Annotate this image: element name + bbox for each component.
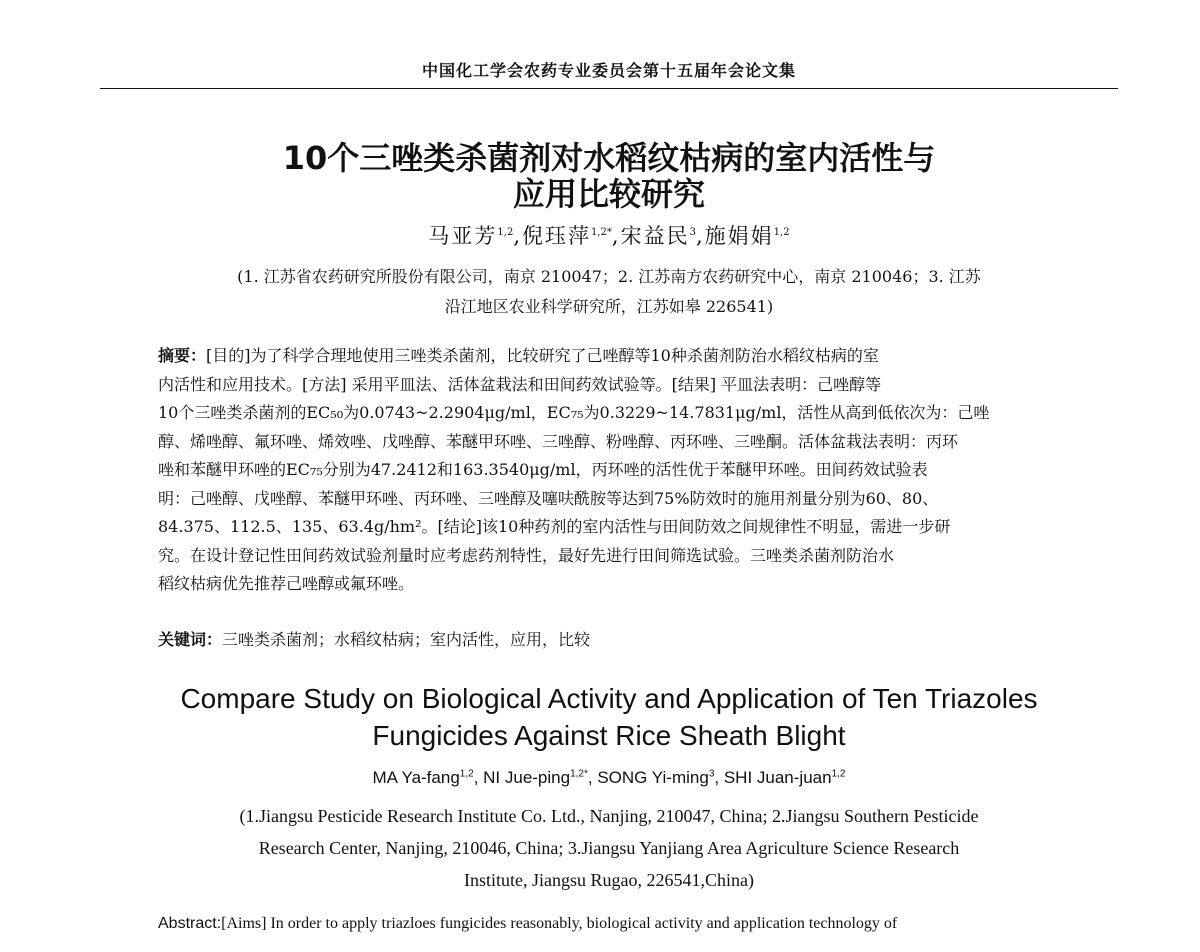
author-affiliation-mark: 1,2*: [591, 227, 612, 238]
author-name: NI Jue-ping: [483, 768, 571, 787]
abstract-line: 醇、烯唑醇、氟环唑、烯效唑、戊唑醇、苯醚甲环唑、三唑醇、粉唑醇、丙环唑、三唑酮。活体盆栽法表明：丙环: [158, 431, 959, 451]
affiliation-line: (1. 江苏省农药研究所股份有限公司，南京 210047；2. 江苏南方农药研究中心，南京 210046；3. 江苏: [237, 267, 981, 286]
affiliation-line: Institute, Jiangsu Rugao, 226541,China): [464, 870, 754, 890]
abstract-line: 究。在设计登记性田间药效试验剂量时应考虑药剂特性，最好先进行田间筛选试验。三唑类杀菌剂防治水: [158, 545, 895, 565]
header-rule: [100, 88, 1118, 89]
author-name: 倪珏萍: [522, 224, 592, 248]
author-affiliation-mark: 1,2: [459, 768, 474, 780]
chinese-title-line-1: 10个三唑类杀菌剂对水稻纹枯病的室内活性与: [282, 139, 936, 177]
abstract-line: 摘要：[目的]为了科学合理地使用三唑类杀菌剂，比较研究了己唑醇等10种杀菌剂防治水稻纹枯病的室: [158, 346, 879, 365]
english-affiliations: [150, 800, 1068, 896]
abstract-line: 内活性和应用技术。[方法] 采用平皿法、活体盆栽法和田间药效试验等。[结果] 平皿法表明：己唑醇等: [158, 374, 882, 394]
author-affiliation-mark: 1,2: [497, 227, 514, 238]
chinese-authors: 马亚芳$^{1,2}$,倪珏萍$^{1,2*}$,宋益民$^3$,施娟娟$^{1,2}$: [428, 224, 790, 248]
author-name: 马亚芳: [428, 224, 498, 248]
author-affiliation-mark: 3: [708, 768, 715, 780]
chinese-abstract: [158, 342, 1060, 599]
keywords-text: 三唑类杀菌剂；水稻纹枯病；室内活性，应用，比较: [222, 630, 591, 649]
author-affiliation-mark: 1,2: [773, 227, 790, 238]
author-name: SHI Juan-juan: [723, 768, 832, 787]
author-name: SONG Yi-ming: [597, 768, 709, 787]
affiliation-line: (1.Jiangsu Pesticide Research Institute Co. Ltd., Nanjing, 210047, China; 2.Jiangsu Southern Pesticide: [239, 806, 979, 826]
abstract-line: 稻纹枯病优先推荐己唑醇或氟环唑。: [158, 574, 415, 593]
author-name: MA Ya-fang: [372, 768, 460, 787]
english-authors: MA Ya-fang$^{1,2}$, NI Jue-ping$^{1,2*}$, SONG Yi-ming$^3$, SHI Juan-juan$^{1,2}$: [372, 768, 846, 787]
author-affiliation-mark: 3: [689, 227, 696, 238]
english-title-line-2: Fungicides Against Rice Sheath Blight: [372, 720, 846, 751]
abstract-text: [Aims] In order to apply triazloes fungicides reasonably, biological activity and application technology of: [221, 915, 898, 932]
chinese-title-line-2: 应用比较研究: [512, 175, 705, 213]
chinese-keywords: [158, 626, 1060, 654]
abstract-line: 明：己唑醇、戊唑醇、苯醚甲环唑、丙环唑、三唑醇及噻呋酰胺等达到75%防效时的施用剂量分别为60、80、: [158, 488, 939, 508]
keywords-label: 关键词：: [158, 630, 223, 649]
abstract-label: Abstract:: [158, 915, 222, 932]
author-affiliation-mark: 1,2*: [570, 768, 588, 780]
author-name: 施娟娟: [704, 224, 774, 248]
english-title-line-1: Compare Study on Biological Activity and Application of Ten Triazoles: [180, 683, 1038, 714]
chinese-title: [100, 140, 1118, 212]
abstract-line: 84.375、112.5、135、63.4g/hm²。[结论]该10种药剂的室内活性与田间防效之间规律性不明显，需进一步研: [158, 517, 951, 536]
chinese-affiliations: [150, 262, 1068, 322]
author-name: 宋益民: [620, 224, 690, 248]
abstract-line: 唑和苯醚甲环唑的EC₇₅分别为47.2412和163.3540μg/ml，丙环唑的活性优于苯醚甲环唑。田间药效试验表: [158, 460, 928, 479]
author-affiliation-mark: 1,2: [831, 768, 846, 780]
abstract-label: 摘要：: [158, 346, 207, 365]
english-title: [100, 680, 1118, 754]
english-abstract: [158, 908, 1060, 940]
affiliation-line: 沿江地区农业科学研究所，江苏如皋 226541): [444, 297, 774, 316]
abstract-line: 10个三唑类杀菌剂的EC₅₀为0.0743~2.2904μg/ml，EC₇₅为0.3229~14.7831μg/ml，活性从高到低依次为：己唑: [158, 403, 990, 422]
running-head: 中国化工学会农药专业委员会第十五届年会论文集: [421, 61, 796, 80]
affiliation-line: Research Center, Nanjing, 210046, China; 3.Jiangsu Yanjiang Area Agriculture Science Research: [258, 838, 960, 858]
